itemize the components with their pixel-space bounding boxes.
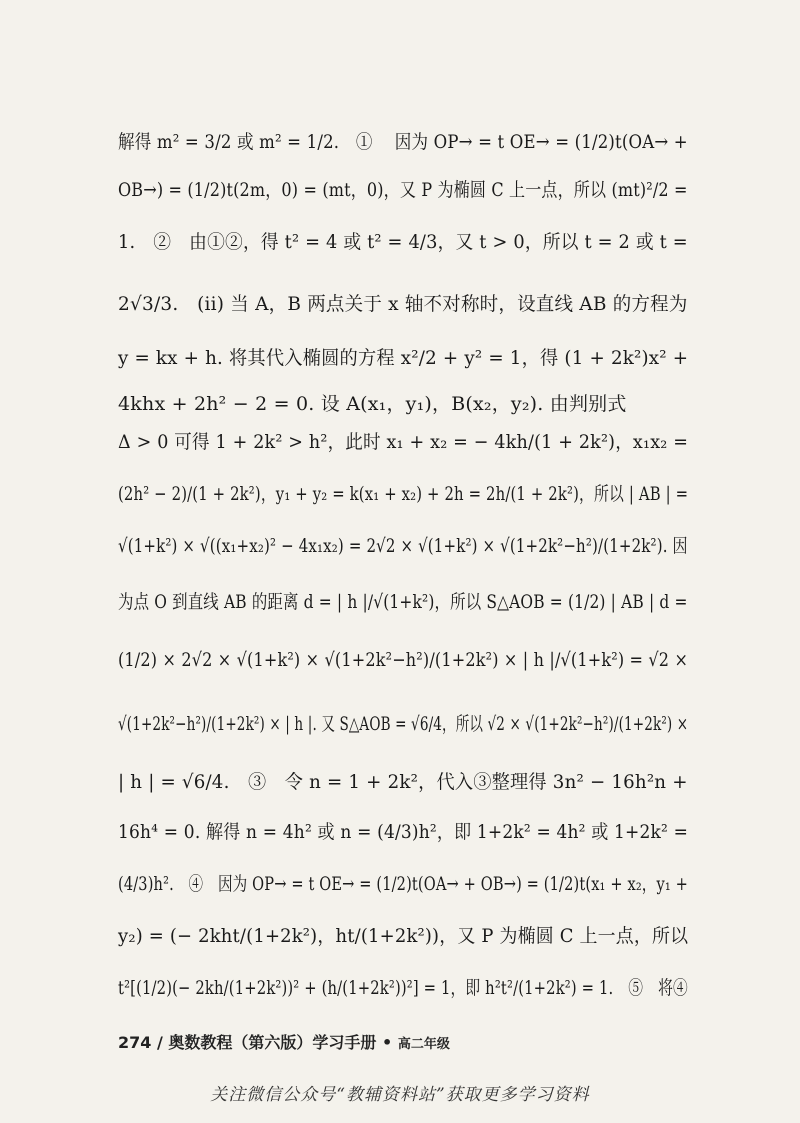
- text-line: (4/3)h². ④ 因为 OP→ = t OE→ = (1/2)t(OA→ + OB→) = (1/2)t(x₁ + x₂，y₁ +: [118, 872, 689, 895]
- text-line: (1/2) × 2√2 × √(1+k²) × √(1+2k²−h²)/(1+2k²) × | h |/√(1+k²) = √2 ×: [118, 649, 689, 671]
- page-number: 274: [118, 1033, 152, 1052]
- text-line: 16h⁴ = 0. 解得 n = 4h² 或 n = (4/3)h²，即 1+2k² = 4h² 或 1+2k² =: [118, 820, 689, 843]
- page-footer: [118, 1030, 450, 1053]
- text-line: y = kx + h. 将其代入椭圆的方程 x²/2 + y² = 1，得 (1 + 2k²)x² +: [118, 346, 689, 369]
- watermark-text: 关注微信公众号“教辅资料站”获取更多学习资料: [210, 1085, 590, 1105]
- text-line: (2h² − 2)/(1 + 2k²)，y₁ + y₂ = k(x₁ + x₂) + 2h = 2h/(1 + 2k²)，所以 | AB | =: [118, 482, 689, 505]
- footer-dot: •: [382, 1033, 393, 1052]
- text-line: | h | = √6/4. ③ 令 n = 1 + 2k²，代入③整理得 3n² − 16h²n +: [118, 770, 688, 793]
- text-line: 1. ② 由①②，得 t² = 4 或 t² = 4/3，又 t > 0，所以 t = 2 或 t =: [118, 230, 688, 253]
- grade-label: 高二年级: [397, 1037, 450, 1052]
- text-line: OB→) = (1/2)t(2m，0) = (mt，0)，又 P 为椭圆 C 上一点，所以 (mt)²/2 =: [118, 178, 688, 201]
- text-line: y₂) = (− 2kht/(1+2k²)，ht/(1+2k²))，又 P 为椭圆 C 上一点，所以: [118, 924, 689, 947]
- text-line: √(1+2k²−h²)/(1+2k²) × | h |. 又 S△AOB = √6/4，所以 √2 × √(1+2k²−h²)/(1+2k²) ×: [118, 712, 689, 735]
- book-title: 奥数教程（第六版）学习手册: [168, 1033, 377, 1052]
- text-line: Δ > 0 可得 1 + 2k² > h²，此时 x₁ + x₂ = − 4kh/(1 + 2k²)，x₁x₂ =: [118, 430, 689, 453]
- text-line: √(1+k²) × √((x₁+x₂)² − 4x₁x₂) = 2√2 × √(1+k²) × √(1+2k²−h²)/(1+2k²). 因: [118, 534, 688, 557]
- text-line: 2√3/3. (ii) 当 A，B 两点关于 x 轴不对称时，设直线 AB 的方程为: [118, 292, 688, 315]
- text-line: 4khx + 2h² − 2 = 0. 设 A(x₁，y₁)，B(x₂，y₂). 由判别式: [118, 392, 627, 415]
- text-line: 为点 O 到直线 AB 的距离 d = | h |/√(1+k²)，所以 S△AOB = (1/2) | AB | d =: [118, 590, 688, 613]
- text-line: t²[(1/2)(− 2kh/(1+2k²))² + (h/(1+2k²))²] = 1，即 h²t²/(1+2k²) = 1. ⑤ 将④: [118, 976, 688, 999]
- footer-separator: /: [156, 1033, 163, 1052]
- text-line: 解得 m² = 3/2 或 m² = 1/2. ① 因为 OP→ = t OE→ = (1/2)t(OA→ +: [118, 130, 688, 153]
